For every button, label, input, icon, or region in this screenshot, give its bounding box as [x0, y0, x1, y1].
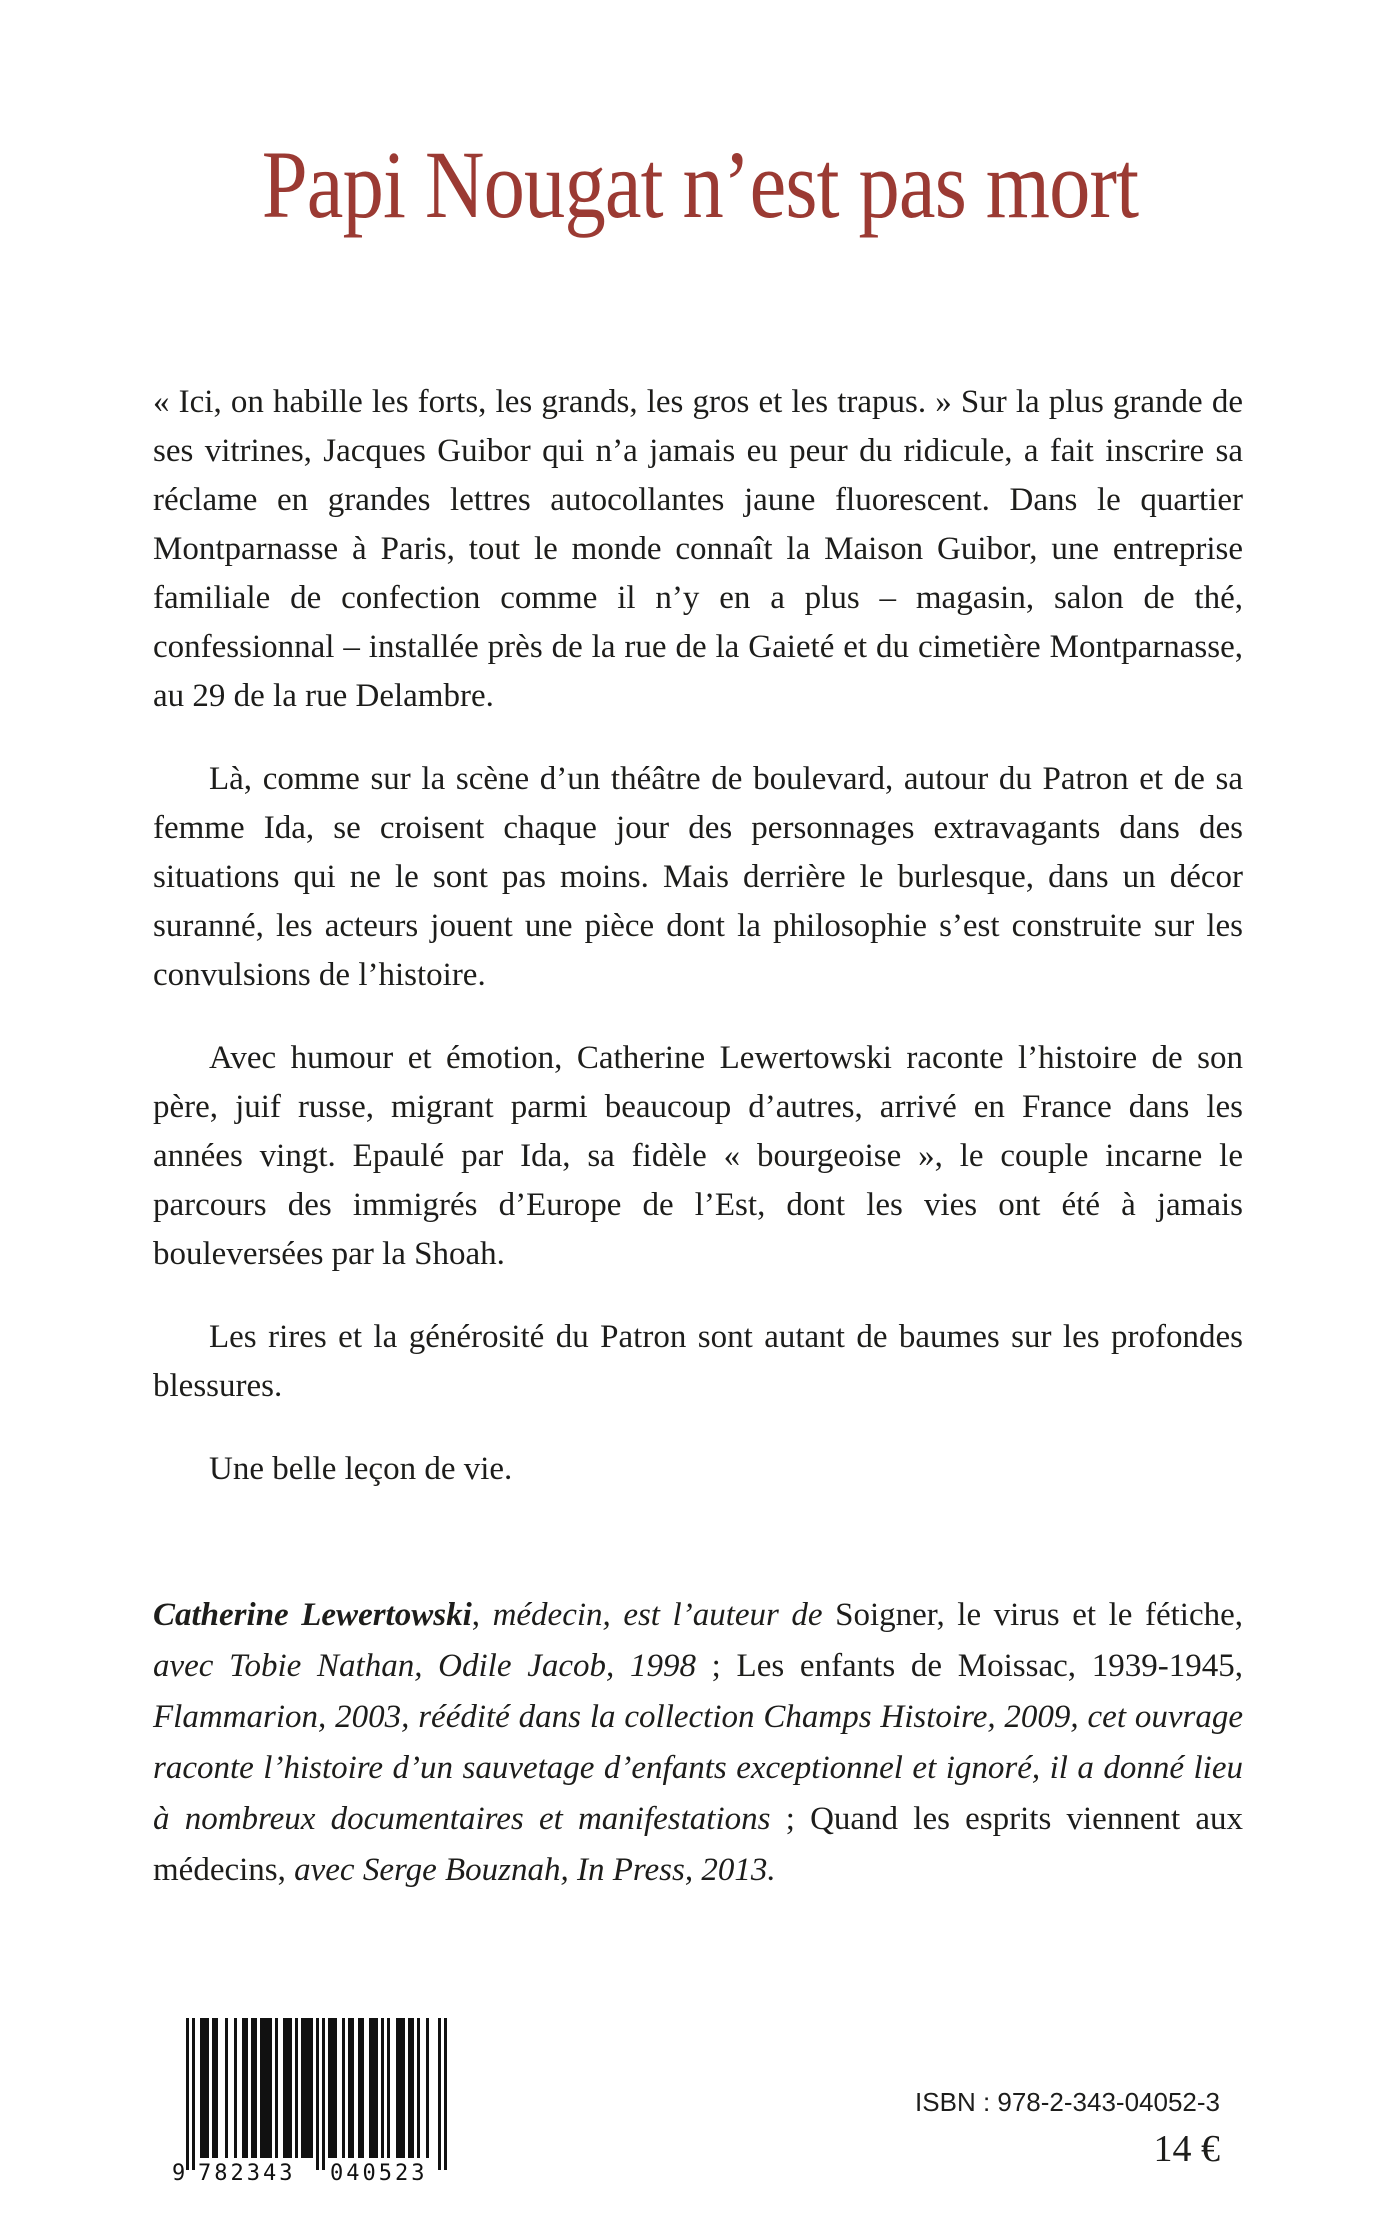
bio-book-title: ; Quand les esprits viennent aux médecins, [153, 1801, 1243, 1888]
author-name: Catherine Lewertowski [153, 1597, 472, 1633]
blurb-paragraph-1: « Ici, on habille les forts, les grands, les gros et les trapus. » Sur la plus grande de ses vitrines, Jacques Guibor qui n’a jamais eu peur du ridicule, a fait inscrire sa réclame en grandes lettres autocollantes jaune fluorescent. Dans le quartier Montparnasse à Paris, tout le monde connaît la Maison Guibor, une entreprise familiale de confection comme il n’y en a plus – magasin, salon de thé, confessionnal – installée près de la rue de la Gaieté et du cimetière Montparnasse, au 29 de la rue Delambre. [153, 384, 1243, 714]
bio-segment-italic: avec Tobie Nathan, Odile Jacob, 1998 [153, 1648, 712, 1684]
bio-segment-italic: avec Serge Bouznah, In Press, 2013. [294, 1852, 776, 1888]
barcode-digits-right: 040523 [330, 2161, 428, 2184]
blurb-paragraph-5: Une belle leçon de vie. [209, 1451, 513, 1487]
bio-book-title: Soigner, le virus et le fétiche, [835, 1597, 1243, 1633]
bio-segment: , [471, 1597, 493, 1633]
bio-segment-italic: médecin, est l’auteur de [492, 1597, 836, 1633]
barcode-digits-left: 782343 [198, 2161, 296, 2184]
isbn-label: ISBN : 978-2-343-04052-3 [915, 2087, 1220, 2117]
author-bio [153, 1590, 1243, 1896]
barcode-icon [172, 2014, 462, 2184]
barcode-digit-first: 9 [172, 2161, 186, 2184]
blurb-paragraph-2: Là, comme sur la scène d’un théâtre de boulevard, autour du Patron et de sa femme Ida, se croisent chaque jour des personnages extravagants dans des situations qui ne le sont pas moins. Mais derrière le burlesque, dans un décor suranné, les acteurs jouent une pièce dont la philosophie s’est construite sur les convulsions de l’histoire. [153, 761, 1243, 993]
blurb-paragraph-3: Avec humour et émotion, Catherine Lewertowski raconte l’histoire de son père, juif russe, migrant parmi beaucoup d’autres, arrivé en France dans les années vingt. Epaulé par Ida, sa fidèle « bourgeoise », le couple incarne le parcours des immigrés d’Europe de l’Est, dont les vies ont été à jamais bouleversées par la Shoah. [153, 1040, 1243, 1272]
price-label: 14 € [1153, 2128, 1220, 2170]
blurb-paragraph-4: Les rires et la générosité du Patron sont autant de baumes sur les profondes blessures. [153, 1319, 1243, 1404]
back-cover-blurb [153, 378, 1243, 1528]
book-title: Papi Nougat n’est pas mort [261, 131, 1139, 238]
bio-segment-italic: Flammarion, 2003, réédité dans la collection Champs Histoire, 2009, cet ouvrage raconte l’histoire d’un sauvetage d’enfants exceptionnel et ignoré, il a donné lieu à nombreux documentaires et manifestations [153, 1699, 1243, 1837]
isbn-barcode [172, 2014, 462, 2184]
bio-book-title: ; Les enfants de Moissac, 1939-1945, [711, 1648, 1243, 1684]
